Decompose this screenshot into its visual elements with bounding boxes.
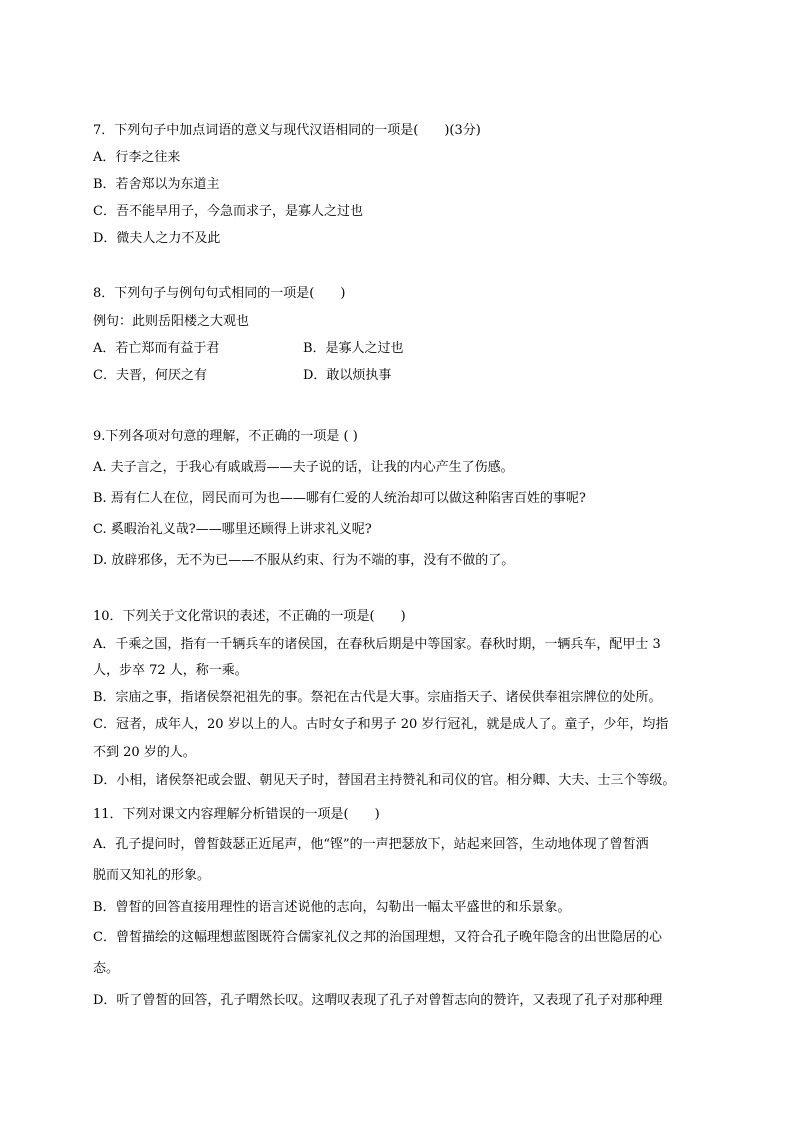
q8-option-d: D．敢以烦执事 <box>303 368 392 383</box>
q11-option-c-line2: 态。 <box>93 961 120 976</box>
q10-option-d: D．小相，诸侯祭祀或会盟、朝见天子时，替国君主持赞礼和司仪的官。相分卿、大夫、士三个等级。 <box>93 773 676 788</box>
q7-option-a: A．行李之往来 <box>93 150 181 165</box>
q9-stem: 9.下列各项对句意的理解，不正确的一项是 ( ) <box>93 429 358 444</box>
q9-option-a: A. 夫子言之，于我心有戚戚焉——夫子说的话，让我的内心产生了伤感。 <box>93 460 514 475</box>
q8-option-c: C．夫晋，何厌之有 <box>93 368 207 383</box>
q9-option-b: B. 焉有仁人在位，罔民而可为也——哪有仁爱的人统治却可以做这种陷害百姓的事呢? <box>93 491 586 506</box>
q7-option-c: C．吾不能早用子，今急而求子，是寡人之过也 <box>93 204 363 219</box>
q9-option-d: D. 放辟邪侈，无不为已——不服从约束、行为不端的事，没有不做的了。 <box>93 553 515 568</box>
q10-option-c-line2: 不到 20 岁的人。 <box>93 745 196 760</box>
q7-option-d: D．微夫人之力不及此 <box>93 231 221 246</box>
q10-option-c-line1: C．冠者，成年人，20 岁以上的人。古时女子和男子 20 岁行冠礼，就是成人了。童子，少年，均指 <box>93 717 669 732</box>
q11-option-a-line2: 脱而又知礼的形象。 <box>93 868 211 883</box>
q10-option-b: B．宗庙之事，指诸侯祭祀祖先的事。祭祀在古代是大事。宗庙指天子、诸侯供奉祖宗牌位的处所。 <box>93 690 662 705</box>
q8-option-b: B．是寡人之过也 <box>303 341 404 356</box>
q8-stem: 8．下列句子与例句句式相同的一项是( ) <box>93 286 346 301</box>
q10-stem: 10．下列关于文化常识的表述，不正确的一项是( ) <box>93 609 406 624</box>
q11-option-d-line1: D．听了曾皙的回答，孔子喟然长叹。这喟叹表现了孔子对曾皙志向的赞许，又表现了孔子对那种理 <box>93 993 663 1008</box>
q7-option-b: B．若舍郑以为东道主 <box>93 177 220 192</box>
q11-option-b: B．曾皙的回答直接用理性的语言述说他的志向，勾勒出一幅太平盛世的和乐景象。 <box>93 900 571 915</box>
q10-option-a-line2: 人，步卒 72 人，称一乘。 <box>93 663 248 678</box>
q11-option-a-line1: A．孔子提问时，曾皙鼓瑟正近尾声，他“铿”的一声把瑟放下，站起来回答，生动地体现了曾皙洒 <box>93 837 649 852</box>
q8-option-a: A．若亡郑而有益于君 <box>93 341 220 356</box>
q11-stem: 11．下列对课文内容理解分析错误的一项是( ) <box>93 807 380 822</box>
q8-example: 例句：此则岳阳楼之大观也 <box>93 314 250 329</box>
q9-option-c: C. 奚暇治礼义哉?——哪里还顾得上讲求礼义呢? <box>93 522 372 537</box>
q10-option-a-line1: A．千乘之国，指有一千辆兵车的诸侯国，在春秋后期是中等国家。春秋时期，一辆兵车，配甲士 3 <box>93 637 661 652</box>
q11-option-c-line1: C．曾皙描绘的这幅理想蓝图既符合儒家礼仪之邦的治国理想，又符合孔子晚年隐含的出世隐居的心 <box>93 930 662 945</box>
q7-stem: 7．下列句子中加点词语的意义与现代汉语相同的一项是( )(3分) <box>93 123 481 138</box>
